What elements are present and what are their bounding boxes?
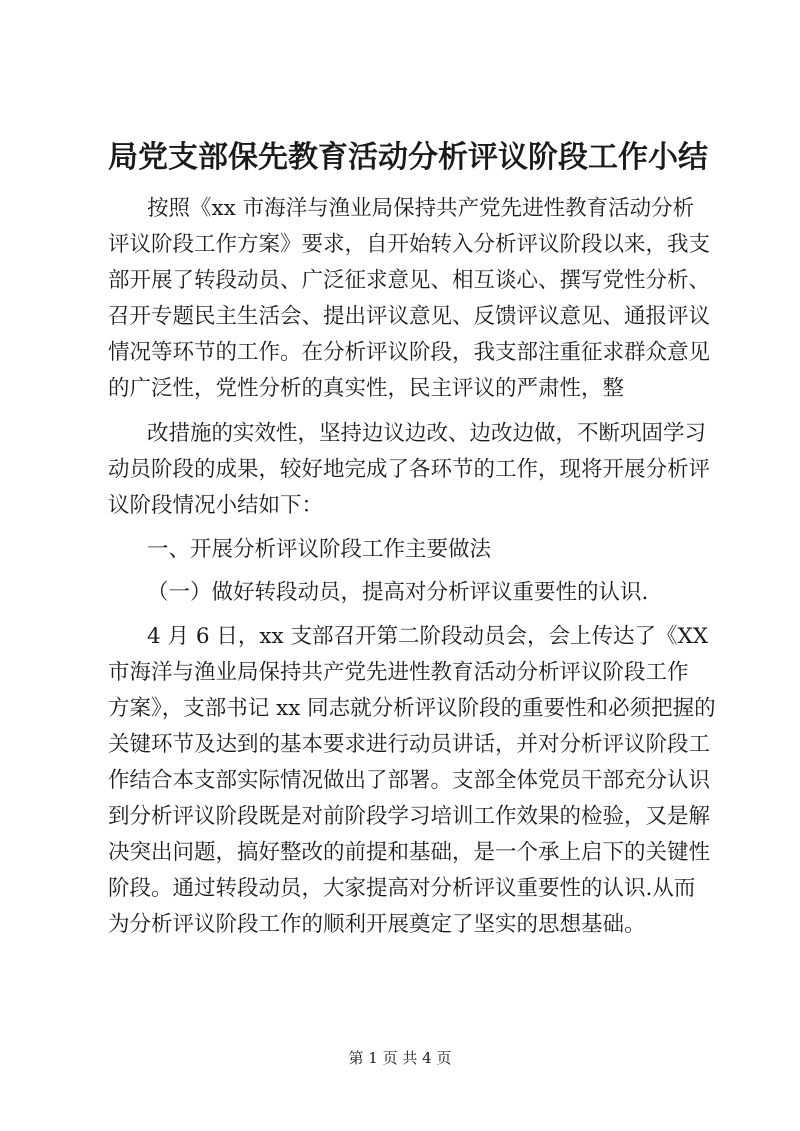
subsection-heading: （一）做好转段动员，提高对分析评议重要性的认识. xyxy=(147,580,649,605)
body-line: 作结合本支部实际情况做出了部署。支部全体党员干部充分认识 xyxy=(108,768,711,793)
body-line: 议阶段情况小结如下： xyxy=(108,493,324,518)
body-line: 方案》，支部书记 xx 同志就分析评议阶段的重要性和必须把握的 xyxy=(108,696,716,721)
body-line: 按照《xx 市海洋与渔业局保持共产党先进性教育活动分析 xyxy=(147,196,695,221)
section-heading: 一、开展分析评议阶段工作主要做法 xyxy=(147,537,492,562)
body-line: 决突出问题，搞好整改的前提和基础，是一个承上启下的关键性 xyxy=(108,840,711,865)
body-line: 阶段。通过转段动员，大家提高对分析评议重要性的认识.从而 xyxy=(108,876,696,901)
body-line: 评议阶段工作方案》要求，自开始转入分析评议阶段以来，我支 xyxy=(108,232,711,257)
body-line: 的广泛性，党性分析的真实性，民主评议的严肃性，整 xyxy=(108,376,625,401)
body-line: 改措施的实效性，坚持边议边改、边改边做，不断巩固学习 xyxy=(147,421,707,446)
body-line: 部开展了转段动员、广泛征求意见、相互谈心、撰写党性分析、 xyxy=(108,268,711,293)
page-footer: 第 1 页 共 4 页 xyxy=(348,1049,452,1067)
body-line: 情况等环节的工作。在分析评议阶段，我支部注重征求群众意见 xyxy=(108,340,711,365)
body-line: 市海洋与渔业局保持共产党先进性教育活动分析评议阶段工作 xyxy=(108,660,689,685)
body-line: 4 月 6 日，xx 支部召开第二阶段动员会，会上传达了《XX xyxy=(147,624,709,649)
body-line: 动员阶段的成果，较好地完成了各环节的工作，现将开展分析评 xyxy=(108,457,711,482)
document-title: 局党支部保先教育活动分析评议阶段工作小结 xyxy=(108,140,708,175)
body-line: 召开专题民主生活会、提出评议意见、反馈评议意见、通报评议 xyxy=(108,304,711,329)
body-line: 为分析评议阶段工作的顺利开展奠定了坚实的思想基础。 xyxy=(108,912,646,937)
body-line: 到分析评议阶段既是对前阶段学习培训工作效果的检验，又是解 xyxy=(108,804,711,829)
body-line: 关键环节及达到的基本要求进行动员讲话，并对分析评议阶段工 xyxy=(108,732,711,757)
